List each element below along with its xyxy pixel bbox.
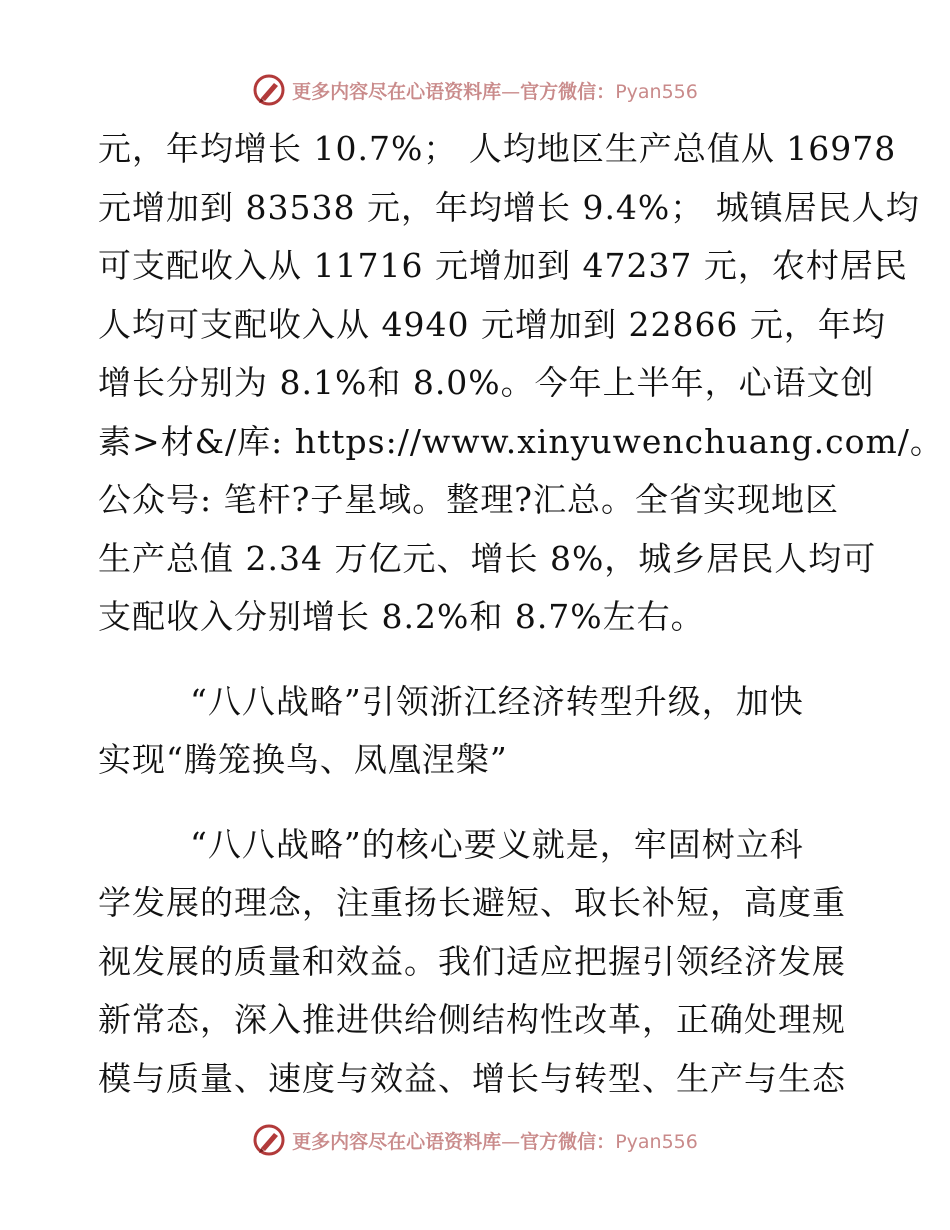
pen-logo-icon [252,73,286,107]
text-line: 增长分别为 8.1%和 8.0%。今年上半年，心语文创 [98,363,875,402]
text-line: 生产总值 2.34 万亿元、增长 8%，城乡居民人均可 [98,538,877,578]
text-line: 元，年均增长 10.7%； 人均地区生产总值从 16978 [98,129,897,168]
text-line: 公众号: 笔杆?子星域。整理?汇总。全省实现地区 [98,480,839,519]
text-line: 人均可支配收入从 4940 元增加到 22866 元，年均 [98,304,886,344]
text-line: 可支配收入从 11716 元增加到 47237 元，农村居民 [98,246,908,285]
text-line: 新常态，深入推进供给侧结构性改革，正确处理规 [98,1000,846,1039]
paragraph-2 [98,816,858,1109]
heading-line: 实现“腾笼换鸟、凤凰涅槃” [98,740,508,779]
banner-wechat-label: 官方微信： [520,80,616,103]
footer-banner-text [292,1127,698,1154]
text-line: 学发展的理念，注重扬长避短、取长补短，高度重 [98,883,846,922]
text-line: 视发展的质量和效益。我们适应把握引领经济发展 [98,941,846,981]
header-banner [0,70,950,110]
text-line: 元增加到 83538 元，年均增长 9.4%； 城镇居民人均 [98,187,920,227]
banner-wechat-id: Pyan556 [615,80,698,103]
banner-site-text: 更多内容尽在心语资料库 [292,80,502,103]
text-line: “八八战略”的核心要义就是，牢固树立科 [190,824,804,864]
banner-separator: — [501,1130,521,1153]
banner-site-text: 更多内容尽在心语资料库 [292,1130,502,1153]
heading-line: “八八战略”引领浙江经济转型升级，加快 [190,681,804,721]
footer-banner [0,1120,950,1160]
header-banner-text [292,77,698,104]
text-line: 素>材&/库: https://www.xinyuwenchuang.com/。 [98,421,944,461]
banner-separator: — [501,80,521,103]
paragraph-1 [98,120,944,647]
pen-logo-icon [252,1123,286,1157]
section-heading [98,673,858,790]
banner-wechat-id: Pyan556 [615,1130,698,1153]
banner-wechat-label: 官方微信： [520,1130,616,1153]
text-line: 模与质量、速度与效益、增长与转型、生产与生态 [98,1058,846,1098]
document-body [98,120,944,1108]
text-line: 支配收入分别增长 8.2%和 8.7%左右。 [98,597,705,636]
